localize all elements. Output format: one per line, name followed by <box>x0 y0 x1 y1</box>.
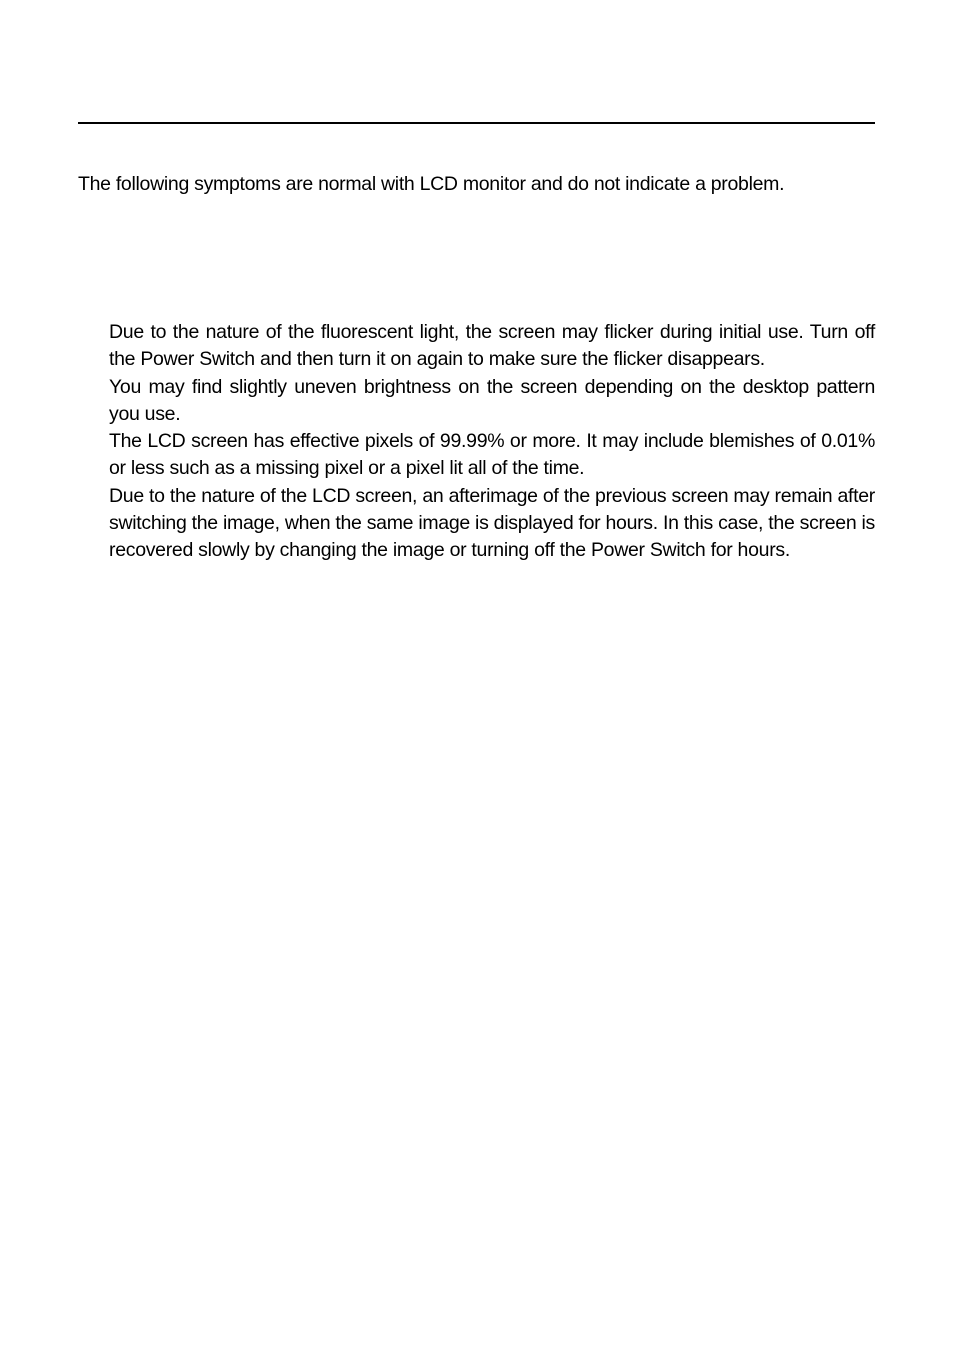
list-item: Due to the nature of the fluorescent light, the screen may flicker during initial use. Turn off the Power Switch and then turn it on again to make sure the flicker disappears. <box>109 321 875 371</box>
intro-paragraph: The following symptoms are normal with LCD monitor and do not indicate a problem. <box>78 173 785 195</box>
symptom-list <box>109 319 875 565</box>
list-item: You may find slightly uneven brightness on the screen depending on the desktop pattern you use. <box>109 375 875 425</box>
list-item: The LCD screen has effective pixels of 99.99% or more. It may include blemishes of 0.01% or less such as a missing pixel or a pixel lit all of the time. <box>109 430 875 480</box>
list-item: Due to the nature of the LCD screen, an afterimage of the previous screen may remain after switching the image, when the same image is displayed for hours. In this case, the screen is recovered slowly by changing the image or turning off the Power Switch for hours. <box>109 484 875 562</box>
header-rule <box>78 122 875 124</box>
